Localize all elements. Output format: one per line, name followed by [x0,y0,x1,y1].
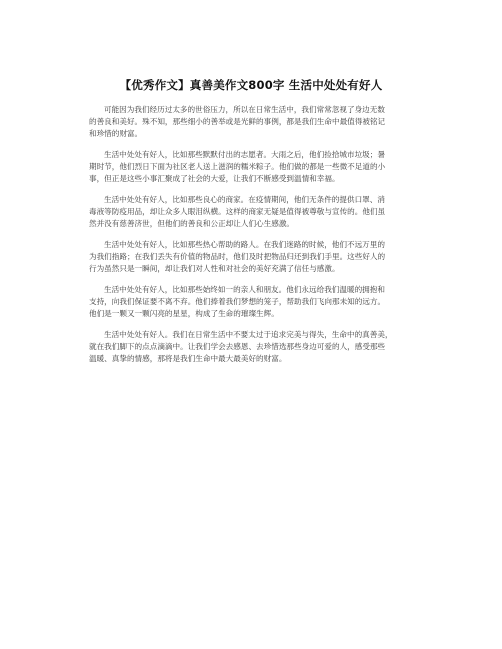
paragraph-line: 可能因为我们经历过太多的世俗压力，所以在日常生活中，我们常常忽视了身边无数 [104,105,385,114]
paragraph-line: 期时节，他们烈日下面为社区老人送上滋润的糯米粽子。他们做的都是一些微不足道的小 [89,162,386,171]
paragraph-line: 行为虽然只是一瞬间，却让我们对人性和对社会的美好充满了信任与感激。 [89,264,340,273]
paragraph-line: 毒液等防疫用品，却让众多人眼泪纵横。这样的商家无疑是值得被尊敬与宣传的。他们虽 [89,207,386,216]
paragraph-line: 事，但正是这些小事汇聚成了社会的大爱，让我们不断感受到温情和幸福。 [89,174,340,183]
paragraph-line: 生活中处处有好人，比如那些始终如一的亲人和朋友。他们永远给我们温暖的拥抱和 [104,285,385,294]
paragraph [89,284,415,320]
paragraph [89,239,415,275]
paragraph-line: 就在我们脚下的点点滴滴中。让我们学会去感恩、去珍惜选那些身边可爱的人，感受那些 [89,342,386,351]
paragraph-line: 生活中处处有好人。我们在日常生活中不要太过于追求完美与得失，生命中的真善美， [104,330,393,339]
paragraph-line: 他们是一颗又一颗闪亮的星星，构成了生命的璀璨生辉。 [89,309,279,318]
paragraph-line: 温暖、真挚的情感，那将是我们生命中最大最美好的财富。 [89,354,287,363]
paragraph-line: 生活中处处有好人，比如那些良心的商家。在疫情期间，他们无条件的提供口罩、消 [104,195,385,204]
paragraph [89,104,415,140]
paragraph-line: 然并没有慈善济世，但他们的善良和公正却让人们心生感激。 [89,219,295,228]
document-body [89,104,415,374]
paragraph-line: 的善良和美好。殊不知，那些细小的善举或是光鲜的事例，都是我们生命中最值得被铭记 [89,117,386,126]
paragraph-line: 支持，向我们保证要不离不弃。他们捧着我们梦想的笼子，帮助我们飞向那未知的远方。 [89,297,386,306]
paragraph-line: 和珍惜的财富。 [89,129,143,138]
paragraph [89,194,415,230]
paragraph [89,329,415,365]
paragraph-line: 为我们指路；在我们丢失有价值的物品时，他们及时把物品归还到我们手里。这些好人的 [89,252,386,261]
paragraph-line: 生活中处处有好人，比如那些默默付出的志愿者。大雨之后，他们捡拾城市垃圾；暑 [104,150,385,159]
document-title: 【优秀作文】真善美作文800字 生活中处处有好人 [119,78,383,92]
paragraph-line: 生活中处处有好人，比如那些热心帮助的路人。在我们迷路的时候，他们不远万里的 [104,240,385,249]
paragraph [89,149,415,185]
